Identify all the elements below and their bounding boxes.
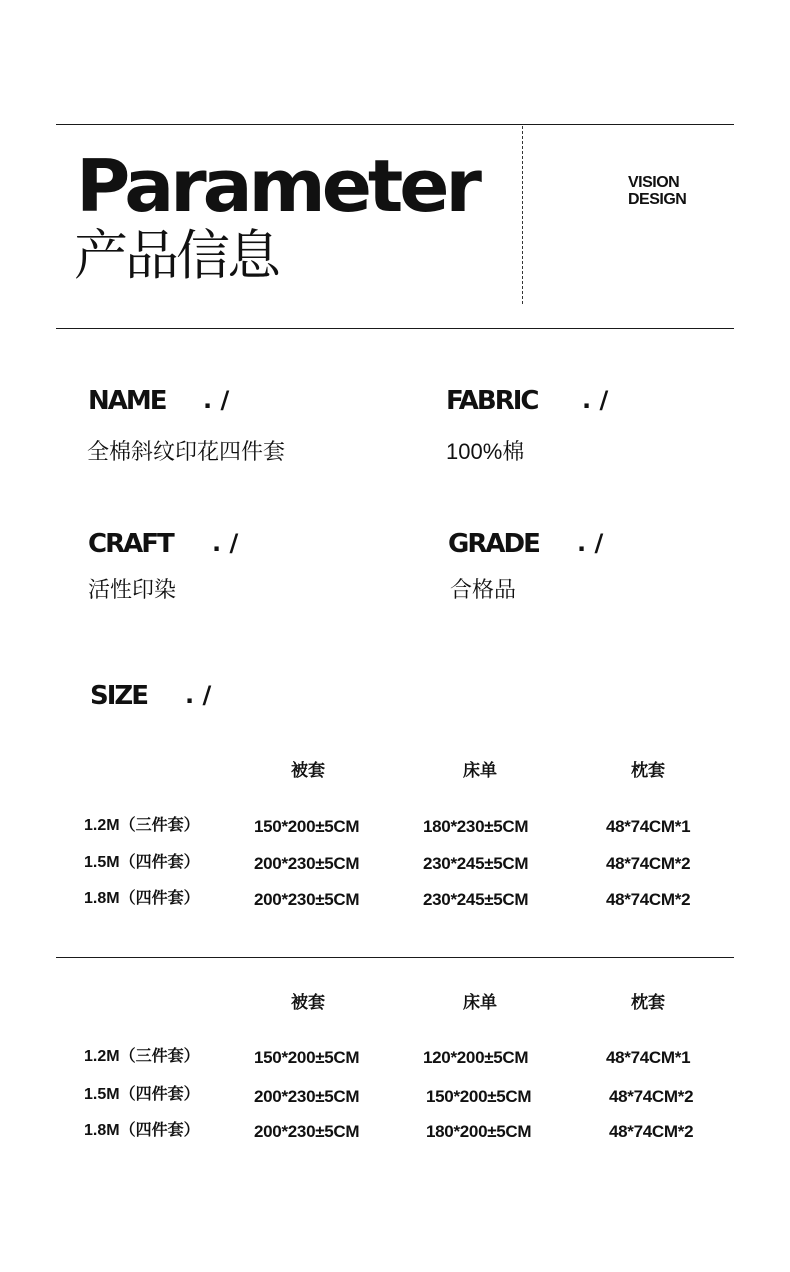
table-cell: 150*200±5CM bbox=[426, 1087, 532, 1106]
craft-value: 活性印染 bbox=[88, 577, 177, 602]
table-cell: 200*230±5CM bbox=[254, 1122, 360, 1141]
name-label: NAME bbox=[88, 386, 166, 416]
table-header: 床单 bbox=[463, 761, 497, 780]
craft-slash: . / bbox=[212, 529, 239, 557]
grade-value: 合格品 bbox=[450, 577, 517, 602]
table-cell: 180*200±5CM bbox=[426, 1122, 532, 1141]
table-cell: 48*74CM*2 bbox=[609, 1087, 694, 1106]
row-label: 1.8M（四件套） bbox=[84, 1122, 200, 1139]
table-header: 被套 bbox=[291, 761, 325, 780]
brand-line-2: DESIGN bbox=[628, 191, 687, 208]
row-label: 1.2M（三件套） bbox=[84, 817, 200, 834]
size-slash: . / bbox=[185, 681, 212, 709]
fabric-value: 100%棉 bbox=[446, 439, 525, 464]
table-cell: 48*74CM*1 bbox=[606, 817, 691, 836]
table-cell: 200*230±5CM bbox=[254, 854, 360, 873]
row-label: 1.2M（三件套） bbox=[84, 1048, 200, 1065]
table-cell: 48*74CM*2 bbox=[606, 854, 691, 873]
table-cell: 150*200±5CM bbox=[254, 817, 360, 836]
size-label: SIZE bbox=[90, 681, 148, 711]
page-title-en: Parameter bbox=[76, 144, 478, 228]
brand-line-1: VISION bbox=[628, 174, 680, 191]
fabric-label: FABRIC bbox=[446, 386, 538, 416]
row-label: 1.5M（四件套） bbox=[84, 854, 200, 871]
table-header: 床单 bbox=[463, 993, 497, 1012]
table-header: 被套 bbox=[291, 993, 325, 1012]
name-value: 全棉斜纹印花四件套 bbox=[87, 439, 286, 464]
table-divider bbox=[56, 957, 734, 958]
table-header: 枕套 bbox=[631, 993, 665, 1012]
row-label: 1.5M（四件套） bbox=[84, 1086, 200, 1103]
grade-label: GRADE bbox=[448, 529, 539, 559]
table-cell: 180*230±5CM bbox=[423, 817, 529, 836]
table-cell: 48*74CM*2 bbox=[609, 1122, 694, 1141]
craft-label: CRAFT bbox=[88, 529, 173, 559]
table-cell: 200*230±5CM bbox=[254, 1087, 360, 1106]
table-cell: 48*74CM*2 bbox=[606, 890, 691, 909]
header-divider bbox=[522, 126, 523, 304]
table-cell: 200*230±5CM bbox=[254, 890, 360, 909]
page-title-cn: 产品信息 bbox=[74, 224, 278, 287]
top-rule bbox=[56, 124, 734, 125]
table-cell: 230*245±5CM bbox=[423, 854, 529, 873]
name-slash: . / bbox=[203, 386, 230, 414]
table-cell: 48*74CM*1 bbox=[606, 1048, 691, 1067]
fabric-slash: . / bbox=[582, 386, 609, 414]
header-bottom-rule bbox=[56, 328, 734, 329]
row-label: 1.8M（四件套） bbox=[84, 890, 200, 907]
grade-slash: . / bbox=[577, 529, 604, 557]
table-cell: 230*245±5CM bbox=[423, 890, 529, 909]
table-cell: 120*200±5CM bbox=[423, 1048, 529, 1067]
table-header: 枕套 bbox=[631, 761, 665, 780]
table-cell: 150*200±5CM bbox=[254, 1048, 360, 1067]
brand-mark bbox=[628, 174, 686, 208]
